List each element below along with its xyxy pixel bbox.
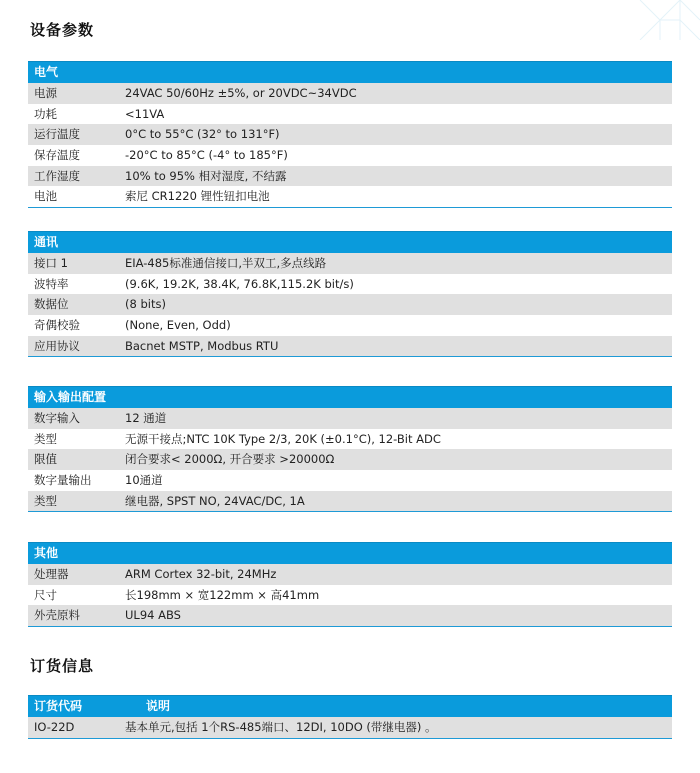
row-key: IO-22D: [34, 720, 75, 734]
table-row: [28, 585, 672, 606]
table-row: [28, 449, 672, 470]
order-code-header: 订货代码: [34, 699, 83, 713]
table-row: [28, 274, 672, 295]
row-key: 奇偶校验: [34, 318, 80, 333]
row-value: EIA-485标准通信接口,半双工,多点线路: [125, 256, 327, 270]
row-key: 尺寸: [34, 587, 57, 602]
io-header: 输入输出配置: [28, 386, 672, 408]
row-key: 接口 1: [34, 256, 68, 270]
row-value: 12 通道: [125, 411, 167, 425]
row-key: 运行温度: [34, 127, 80, 142]
row-value: Bacnet MSTP, Modbus RTU: [125, 338, 279, 353]
order-desc-header: 说明: [146, 699, 171, 713]
row-value: (9.6K, 19.2K, 38.4K, 76.8K,115.2K bit/s): [125, 276, 354, 291]
row-value: -20°C to 85°C (-4° to 185°F): [125, 148, 288, 163]
row-key: 类型: [34, 431, 57, 446]
table-row: [28, 491, 672, 512]
table-row: [28, 104, 672, 125]
other-table: [28, 542, 672, 627]
row-key: 处理器: [34, 567, 69, 581]
row-key: 工作湿度: [34, 168, 80, 183]
row-value: 10通道: [125, 473, 163, 488]
row-key: 电源: [34, 86, 57, 100]
row-value: 基本单元,包括 1个RS-485端口、12DI, 10DO (带继电器) 。: [125, 720, 437, 734]
row-value: (None, Even, Odd): [125, 318, 231, 333]
table-row: [28, 717, 672, 738]
row-value: 无源干接点;NTC 10K Type 2/3, 20K (±0.1°C), 12-Bit ADC: [125, 431, 441, 446]
table-row: [28, 83, 672, 104]
other-header: 其他: [28, 542, 672, 564]
table-row: [28, 429, 672, 450]
table-row: [28, 336, 672, 357]
table-row: [28, 145, 672, 166]
comm-table: [28, 231, 672, 357]
table-row: [28, 470, 672, 491]
table-row: [28, 186, 672, 207]
row-value: ARM Cortex 32-bit, 24MHz: [125, 567, 277, 581]
row-key: 数字量输出: [34, 473, 92, 488]
row-value: 长198mm × 宽122mm × 高41mm: [125, 587, 320, 602]
order-header: [28, 695, 672, 717]
order-section-title: 订货信息: [30, 657, 95, 675]
row-value: 10% to 95% 相对湿度, 不结露: [125, 168, 287, 183]
row-key: 功耗: [34, 106, 57, 121]
row-key: 数字输入: [34, 411, 80, 425]
row-value: (8 bits): [125, 297, 166, 312]
row-value: <11VA: [125, 106, 165, 121]
row-value: UL94 ABS: [125, 608, 181, 623]
row-value: 24VAC 50/60Hz ±5%, or 20VDC~34VDC: [125, 86, 357, 100]
table-row: [28, 124, 672, 145]
row-key: 限值: [34, 452, 57, 467]
row-value: 闭合要求< 2000Ω, 开合要求 >20000Ω: [125, 452, 335, 467]
io-table: [28, 386, 672, 512]
electrical-header: 电气: [28, 61, 672, 83]
table-row: [28, 315, 672, 336]
corner-decoration: [630, 0, 700, 40]
row-value: 继电器, SPST NO, 24VAC/DC, 1A: [125, 493, 305, 508]
row-key: 类型: [34, 493, 57, 508]
comm-header: 通讯: [28, 231, 672, 253]
table-row: [28, 253, 672, 274]
row-key: 外壳原料: [34, 608, 80, 623]
row-key: 应用协议: [34, 338, 80, 353]
table-row: [28, 564, 672, 585]
row-key: 数据位: [34, 297, 69, 312]
row-key: 波特率: [34, 276, 69, 291]
specs-section-title: 设备参数: [30, 21, 95, 39]
table-row: [28, 294, 672, 315]
row-key: 保存温度: [34, 148, 80, 163]
row-key: 电池: [34, 189, 57, 204]
row-value: 0°C to 55°C (32° to 131°F): [125, 127, 280, 142]
electrical-table: [28, 61, 672, 208]
table-row: [28, 605, 672, 626]
row-value: 索尼 CR1220 锂性钮扣电池: [125, 189, 270, 204]
order-table: [28, 695, 672, 739]
table-row: [28, 166, 672, 187]
table-row: [28, 408, 672, 429]
